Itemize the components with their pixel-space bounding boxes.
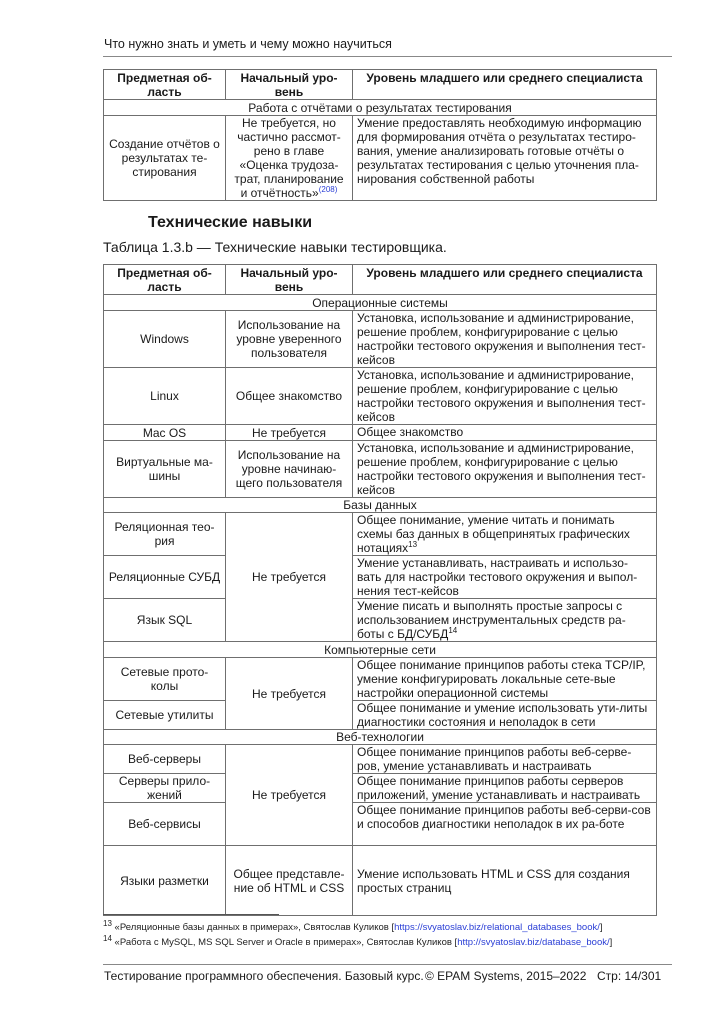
section-reporting: Работа с отчётами о результатах тестирования: [104, 100, 657, 116]
table-row: [104, 441, 657, 498]
cell-area: Linux: [104, 368, 226, 425]
table-row: [104, 774, 657, 803]
header-area: Предметная об-ласть: [104, 70, 226, 100]
table-row: [104, 368, 657, 425]
table-row: [104, 846, 657, 916]
cell-advanced: Общее знакомство: [353, 425, 657, 441]
cell-initial: Использование на уровне начинаю-щего пользователя: [226, 441, 353, 498]
cell-advanced: Общее понимание и умение использовать ути-литы диагностики состояния и неполадок в сети: [353, 701, 657, 730]
footnote-14-link[interactable]: http://svyatoslav.biz/database_book/: [457, 937, 610, 948]
cell-area: Windows: [104, 311, 226, 368]
table-row: [104, 116, 657, 201]
header-divider: [103, 56, 672, 57]
header-advanced: Уровень младшего или среднего специалиста: [353, 70, 657, 100]
table-row: [104, 701, 657, 730]
section-os: Операционные системы: [104, 295, 657, 311]
table-row: [104, 803, 657, 846]
cell-advanced: Установка, использование и администрирование, решение проблем, конфигурирование с целью настройки тестового окружения и выполнения тест-кейсов: [353, 368, 657, 425]
table-row: [104, 745, 657, 774]
table-row: [104, 556, 657, 599]
table-row: [104, 311, 657, 368]
cell-advanced: Общее понимание принципов работы веб-серве-ров, умение устанавливать и настраивать: [353, 745, 657, 774]
cell-advanced: Общее понимание, умение читать и понимать схемы баз данных в общепринятых графических нотациях$^{13}$: [353, 513, 657, 556]
cell-initial: Не требуется: [226, 658, 353, 730]
cell-advanced: Умение писать и выполнять простые запросы с использованием инструментальных средств ра-боты с БД/СУБД$^{14}$: [353, 599, 657, 642]
section-databases: Базы данных: [104, 498, 657, 513]
running-header: Что нужно знать и уметь и чему можно научиться: [104, 37, 392, 51]
footer-divider: [103, 964, 672, 965]
cell-advanced: Установка, использование и администрирование, решение проблем, конфигурирование с целью настройки тестового окружения и выполнения тест-кейсов: [353, 441, 657, 498]
cell-initial: Общее представле-ние об HTML и CSS: [226, 846, 353, 916]
cell-area: Mac OS: [104, 425, 226, 441]
cell-initial: Не требуется: [226, 513, 353, 642]
cell-initial: Не требуется: [226, 425, 353, 441]
cell-initial: Не требуется: [226, 745, 353, 846]
cell-initial: Общее знакомство: [226, 368, 353, 425]
chapter-ref-link[interactable]: (208): [318, 185, 338, 194]
footnote-ref-14[interactable]: 14: [448, 626, 458, 635]
footnote-divider: [103, 914, 279, 915]
cell-area: Сетевые прото-колы: [104, 658, 226, 701]
cell-advanced: Умение устанавливать, настраивать и использо-вать для настройки тестового окружения и выпол-нения тест-кейсов: [353, 556, 657, 599]
header-advanced: Уровень младшего или среднего специалиста: [353, 265, 657, 295]
cell-advanced: Общее понимание принципов работы стека TCP/IP, умение конфигурировать локальные сете-вые настройки операционной системы: [353, 658, 657, 701]
header-initial: Начальный уро-вень: [226, 265, 353, 295]
table-header-row: [104, 265, 657, 295]
cell-advanced: Умение использовать HTML и CSS для создания простых страниц: [353, 846, 657, 916]
table-caption: Таблица 1.3.b — Технические навыки тестировщика.: [103, 239, 447, 255]
cell-area: Реляционные СУБД: [104, 556, 226, 599]
table-row: [104, 425, 657, 441]
cell-area: Реляционная тео-рия: [104, 513, 226, 556]
header-initial: Начальный уро-вень: [226, 70, 353, 100]
section-networks: Компьютерные сети: [104, 642, 657, 658]
footnote-ref-13[interactable]: 13: [408, 540, 418, 549]
cell-advanced: Установка, использование и администрирование, решение проблем, конфигурирование с целью настройки тестового окружения и выполнения тест-кейсов: [353, 311, 657, 368]
cell-advanced: Общее понимание принципов работы серверов приложений, умение устанавливать и настраивать: [353, 774, 657, 803]
cell-area: Сетевые утилиты: [104, 701, 226, 730]
table-header-row: [104, 70, 657, 100]
cell-area: Виртуальные ма-шины: [104, 441, 226, 498]
footer-book-title: Тестирование программного обеспечения. Базовый курс.: [104, 969, 424, 983]
cell-advanced: Общее понимание принципов работы веб-серви-сов и способов диагностики неполадок в их ра-боте: [353, 803, 657, 846]
cell-area: Веб-сервисы: [104, 803, 226, 846]
cell-initial: Использование на уровне уверенного пользователя: [226, 311, 353, 368]
cell-area: Язык SQL: [104, 599, 226, 642]
footnote-14: $^{14}$ «Работа с MySQL, MS SQL Server и Oracle в примерах», Святослав Куликов [http://svyatoslav.biz/database_book/]: [103, 933, 613, 948]
reporting-skills-table: [103, 69, 657, 201]
table-row: [104, 658, 657, 701]
cell-area: Языки разметки: [104, 846, 226, 916]
cell-initial: Не требуется, но частично рассмот-рено в главе «Оценка трудоза-трат, планирование и отчётность»$^{(208)}$: [226, 116, 353, 201]
cell-area: Создание отчётов о результатах те-стирования: [104, 116, 226, 201]
section-title: Технические навыки: [148, 214, 313, 231]
section-web: Веб-технологии: [104, 730, 657, 745]
header-area: Предметная об-ласть: [104, 265, 226, 295]
cell-advanced: Умение предоставлять необходимую информацию для формирования отчёта о результатах тестиро-вания, умение анализировать готовые отчёты о результатах тестирования с целью уточнения пла-нирования собственной работы: [353, 116, 657, 201]
footnote-13: $^{13}$ «Реляционные базы данных в примерах», Святослав Куликов [https://svyatoslav.biz/relational_databases_book/]: [103, 918, 603, 933]
cell-area: Серверы прило-жений: [104, 774, 226, 803]
table-row: [104, 513, 657, 556]
footer-page-number: Стр: 14/301: [597, 969, 662, 983]
table-row: [104, 599, 657, 642]
cell-area: Веб-серверы: [104, 745, 226, 774]
footer-copyright: © EPAM Systems, 2015–2022: [425, 969, 587, 983]
technical-skills-table: [103, 264, 657, 916]
footnote-13-link[interactable]: https://svyatoslav.biz/relational_databases_book/: [394, 922, 600, 933]
